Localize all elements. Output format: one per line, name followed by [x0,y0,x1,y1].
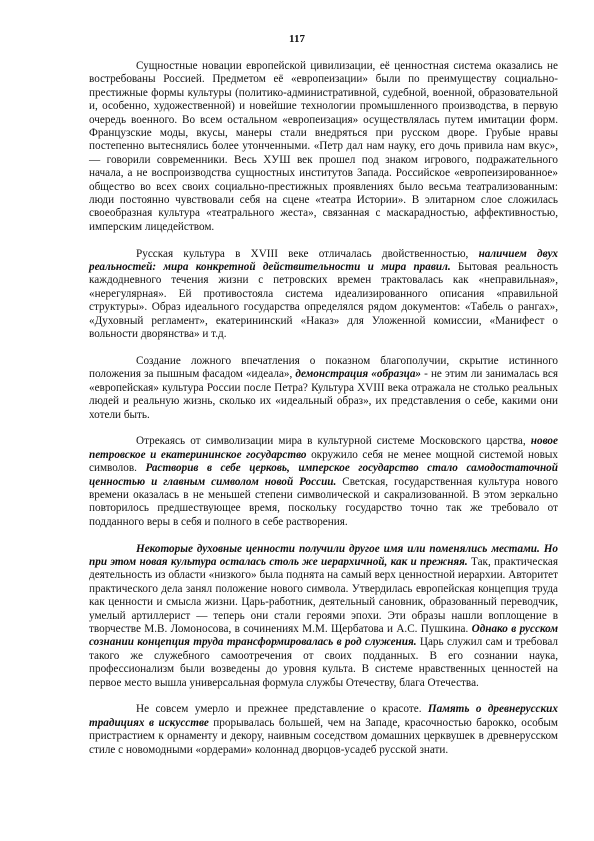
paragraph [89,60,558,234]
emphasized-text: новое петровское и екатерининское государство [89,435,558,461]
emphasized-text: Однако в русском сознании концепция труда трансформировалась в род служения. [89,623,558,649]
emphasized-text: наличием двух реальностей: мира конкретной действительности и мира правил. [89,247,558,274]
text-run: Царь служил сам и требовал такого же служебного самоотречения от своих подданных. В его сознании наука, профессионализм были возведены до уровня культа. В системе нравственных ценностей на первое место вышла универсальная формула службы Отечеству, блага Отечества. [89,636,559,689]
paragraph [89,543,558,690]
emphasized-text: Некоторые духовные ценности получили другое имя или поменялись местами. Но при этом новая культура осталась столь же иерархичной, как и прежняя. [89,542,558,568]
text-run: прорывалась большей, чем на Западе, красочностью барокко, особым пристрастием к орнаменту и декору, наивным соседством домашних церквушек в древнерусском стиле с новомодными «ордерами» колоннад дворцов-усадеб русской знати. [89,716,558,756]
emphasized-text: Память о древнерусских традициях в искусстве [89,703,558,729]
text-run: Так, практическая деятельность из области «низкого» была поднята на самый верх ценностной иерархии. Авторитет практического дела занял положение нового символа. Утвердилась европейская концепция труда как ценности и смысла жизни. Царь-работник, деятельный сановник, образованный переводчик, умелый артиллерист — теперь они стали героями эпохи. Эти образы нашли воплощение в творчестве М.В. Ломоносова, в сочинениях М.М. Щербатова и А.С. Пушкина. [89,555,558,635]
emphasized-text: Растворив в себе церковь, имперское государство стало самодостаточной ценностью и главным символом новой России. [89,462,558,488]
emphasized-text: демонстрация «образца» [295,368,422,381]
paragraph [89,355,558,422]
paragraph [89,703,558,757]
text-run: Бытовая реальность каждодневного течения жизни с петровских времен трактовалась как «неправильная», «нерегулярная». Ей противостояла система идеализированного описания «правильной структуры». Образ идеального государства определялся рядом документов: «Табель о рангах», «Духовный регламент», екатерининский «Наказ» для Уложенной комиссии, «Манифест о вольности дворянства» и т.д. [89,261,558,341]
text-run: окружило себя не менее мощной системой новых символов. [89,448,558,475]
text-run: Русская культура в XVIII веке отличалась двойственностью, [136,247,479,260]
text-run: Создание ложного впечатления о показном благополучии, скрытие истинного положения за пышным фасадом «идеала», [89,354,558,381]
page-number: 117 [289,33,305,45]
paragraph [89,248,558,342]
text-run: Отрекаясь от символизации мира в культурной системе Московского царства, [136,435,531,448]
body-text [89,60,558,770]
text-run: Сущностные новации европейской цивилизации, её ценностная система оказались не востребованы Россией. Предметом её «европеизации» были по преимуществу социально-престижные формы культуры (политико-административной, судебной, военной, образовательной и, особенно, художественной) и новейшие технологии промышленного производства, в первую очередь военного. Во всем остальном «европеизация» осуществлялась путем имитации форм. Французские моды, вкусы, манеры стали внедряться при русском дворе. Грубые нравы постепенно вытеснялись более утонченными. «Петр дал нам науку, его дочь привила нам вкус», — говорили современники. Весь ХУШ век прошел под знаком игрового, подражательного начала, а не воспроизводства сущностных институтов Запада. Российское «европеизированное» общество во всех своих социально-престижных проявлениях было весьма театрализованным: люди постоянно чувствовали себя на сцене «театра Истории». В элитарном слое сложилась своеобразная культура «театрального жеста», связанная с маскарадностью, аффективностью, имперским лицедейством. [89,60,558,233]
paragraph [89,435,558,529]
text-run: Светская, государственная культура нового времени оказалась в не меньшей степени символической и сакрализованной. В этом зеркально повторилось предшествующее время, поскольку государство точно так же требовало от подданного веры в себя и полного в себе растворения. [89,475,558,528]
text-run: Не совсем умерло и прежнее представление о красоте. [136,703,428,716]
text-run: - не этим ли занималась вся «европейская» культура России после Петра? Культура XVIII века отражала не столько реальных людей и реальную жизнь, сколько их «идеальный образ», их представления о себе, какими они хотели быть. [89,368,558,421]
